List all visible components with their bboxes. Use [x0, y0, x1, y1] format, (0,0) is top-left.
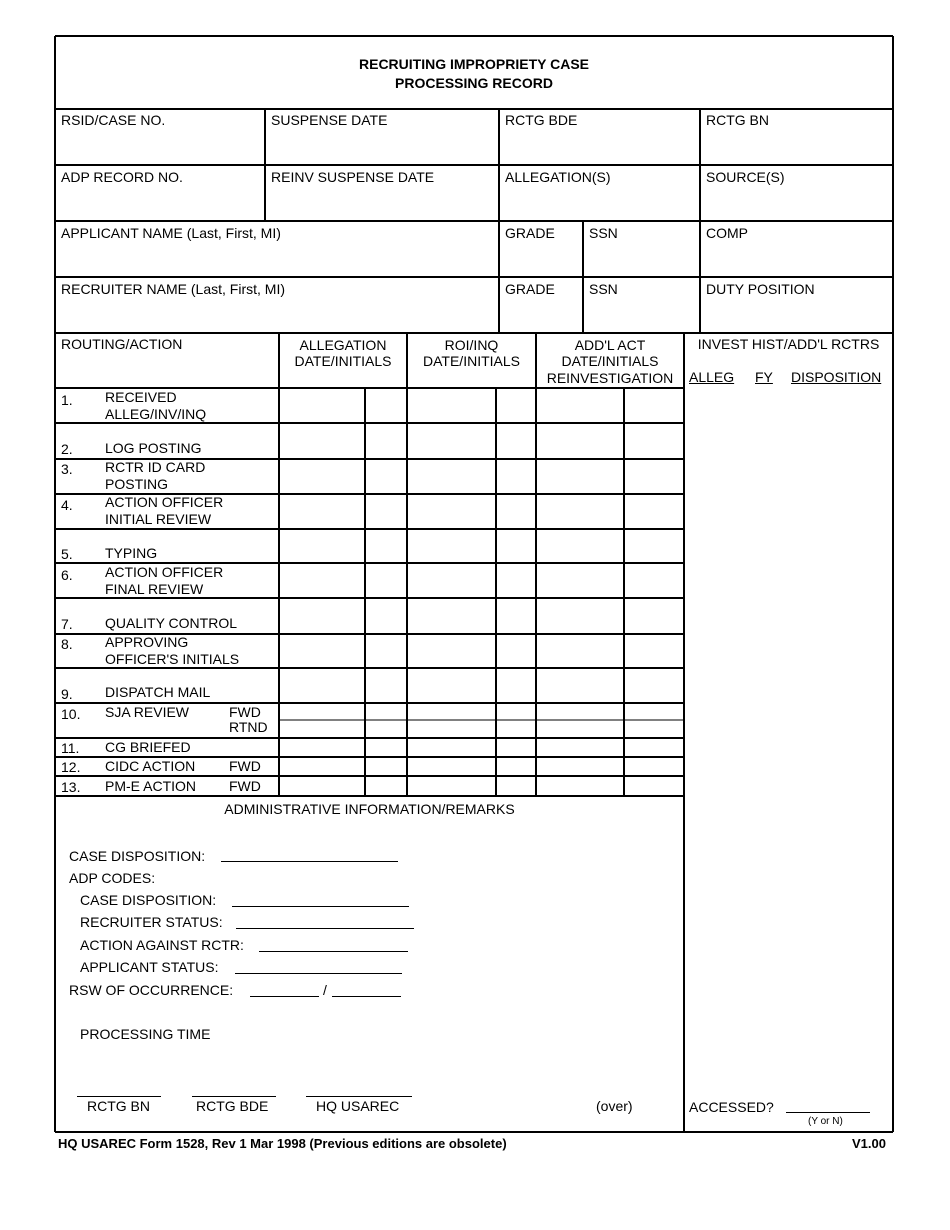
recruiter-status-label: RECRUITER STATUS:	[80, 914, 223, 930]
rctg-bde-label: RCTG BDE	[505, 112, 578, 128]
row-1-label-1: RECEIVED	[105, 389, 177, 405]
row-10-num: 10.	[61, 706, 81, 722]
sig-rctg-bde-label: RCTG BDE	[196, 1098, 269, 1114]
adp-codes-label: ADP CODES:	[69, 870, 156, 886]
addl-act-header-1: ADD'L ACT	[574, 337, 646, 353]
row-13-num: 13.	[61, 779, 81, 795]
form-id-footer: HQ USAREC Form 1528, Rev 1 Mar 1998 (Previous editions are obsolete)	[58, 1136, 507, 1151]
allegations-label: ALLEGATION(S)	[505, 169, 611, 185]
row-10-label-1: SJA REVIEW	[105, 704, 190, 720]
accessed-line[interactable]	[786, 1112, 870, 1113]
row-12-fwd-tag: FWD	[229, 758, 261, 774]
comp-label: COMP	[706, 225, 748, 241]
recruiter-grade-label: GRADE	[505, 281, 555, 297]
row-13-label-1: PM-E ACTION	[105, 778, 197, 794]
recruiter-name-label: RECRUITER NAME (Last, First, MI)	[61, 281, 286, 297]
adp-case-disposition-line[interactable]	[232, 906, 409, 907]
rsw-occurrence-line-1[interactable]	[250, 996, 319, 997]
rsw-of-occurrence-label: RSW OF OCCURRENCE:	[69, 982, 234, 998]
sig-rctg-bde-line[interactable]	[192, 1096, 276, 1097]
invest-hist-title: INVEST HIST/ADD'L RCTRS	[697, 336, 880, 352]
row-6-label-2: FINAL REVIEW	[105, 581, 204, 597]
applicant-name-label: APPLICANT NAME (Last, First, MI)	[61, 225, 281, 241]
action-against-rctr-label: ACTION AGAINST RCTR:	[80, 937, 244, 953]
row-9-label-1: DISPATCH MAIL	[105, 684, 211, 700]
invest-hist-alleg-col: ALLEG	[689, 369, 735, 385]
row-11-label-1: CG BRIEFED	[105, 739, 191, 755]
suspense-date-label: SUSPENSE DATE	[271, 112, 388, 128]
sig-rctg-bn-line[interactable]	[77, 1096, 161, 1097]
row-2-label-1: LOG POSTING	[105, 440, 202, 456]
rsid-case-no-label: RSID/CASE NO.	[61, 112, 166, 128]
duty-position-label: DUTY POSITION	[706, 281, 815, 297]
row-13-fwd-tag: FWD	[229, 778, 261, 794]
accessed-label: ACCESSED?	[689, 1099, 774, 1115]
row-12-num: 12.	[61, 759, 81, 775]
row-7-num: 7.	[61, 616, 73, 632]
row-1-num: 1.	[61, 392, 73, 408]
row-8-label-1: APPROVING	[105, 634, 189, 650]
sig-hq-usarec-label: HQ USAREC	[316, 1098, 400, 1114]
adp-record-no-label: ADP RECORD NO.	[61, 169, 183, 185]
row-6-label-1: ACTION OFFICER	[105, 564, 224, 580]
recruiter-ssn-label: SSN	[589, 281, 618, 297]
sources-label: SOURCE(S)	[706, 169, 785, 185]
form-title-line2: PROCESSING RECORD	[395, 75, 553, 91]
allegation-header-1: ALLEGATION	[299, 337, 387, 353]
rctg-bn-label: RCTG BN	[706, 112, 769, 128]
roi-header-2: DATE/INITIALS	[423, 353, 520, 369]
row-7-label-1: QUALITY CONTROL	[105, 615, 237, 631]
sig-rctg-bn-label: RCTG BN	[87, 1098, 150, 1114]
rsw-occurrence-line-2[interactable]	[332, 996, 401, 997]
applicant-grade-label: GRADE	[505, 225, 555, 241]
adp-case-disposition-label: CASE DISPOSITION:	[80, 892, 217, 908]
row-6-num: 6.	[61, 567, 73, 583]
over-label: (over)	[596, 1098, 633, 1114]
rsw-slash: /	[323, 982, 327, 998]
admin-remarks-title: ADMINISTRATIVE INFORMATION/REMARKS	[224, 801, 515, 817]
yes-no-hint: (Y or N)	[808, 1116, 843, 1127]
row-10-rtnd-tag: RTND	[229, 719, 268, 735]
row-3-num: 3.	[61, 461, 73, 477]
row-3-label-1: RCTR ID CARD	[105, 459, 206, 475]
allegation-header-2: DATE/INITIALS	[294, 353, 392, 369]
addl-act-header-3: REINVESTIGATION	[546, 370, 674, 386]
row-4-label-1: ACTION OFFICER	[105, 494, 224, 510]
addl-act-header-2: DATE/INITIALS	[561, 353, 659, 369]
case-disposition-label: CASE DISPOSITION:	[69, 848, 206, 864]
row-4-label-2: INITIAL REVIEW	[105, 511, 212, 527]
row-12-label-1: CIDC ACTION	[105, 758, 196, 774]
roi-header-1: ROI/INQ	[444, 337, 499, 353]
reinv-suspense-date-label: REINV SUSPENSE DATE	[271, 169, 435, 185]
row-2-num: 2.	[61, 441, 73, 457]
row-9-num: 9.	[61, 686, 73, 702]
routing-action-header: ROUTING/ACTION	[61, 336, 183, 352]
row-3-label-2: POSTING	[105, 476, 169, 492]
processing-time-label: PROCESSING TIME	[80, 1026, 211, 1042]
applicant-status-label: APPLICANT STATUS:	[80, 959, 219, 975]
form-version: V1.00	[852, 1136, 886, 1151]
invest-hist-disposition-col: DISPOSITION	[791, 369, 882, 385]
action-against-rctr-line[interactable]	[259, 951, 408, 952]
applicant-status-line[interactable]	[235, 973, 402, 974]
row-11-num: 11.	[61, 740, 80, 756]
row-4-num: 4.	[61, 497, 73, 513]
row-8-label-2: OFFICER'S INITIALS	[105, 651, 240, 667]
row-8-num: 8.	[61, 636, 73, 652]
form-title-line1: RECRUITING IMPROPRIETY CASE	[359, 56, 589, 72]
row-1-label-2: ALLEG/INV/INQ	[105, 406, 207, 422]
invest-hist-fy-col: FY	[755, 369, 773, 385]
sig-hq-usarec-line[interactable]	[306, 1096, 412, 1097]
row-5-label-1: TYPING	[105, 545, 158, 561]
row-5-num: 5.	[61, 546, 73, 562]
case-disposition-line[interactable]	[221, 861, 398, 862]
recruiter-status-line[interactable]	[236, 928, 414, 929]
applicant-ssn-label: SSN	[589, 225, 618, 241]
row-10-fwd-tag: FWD	[229, 704, 261, 720]
